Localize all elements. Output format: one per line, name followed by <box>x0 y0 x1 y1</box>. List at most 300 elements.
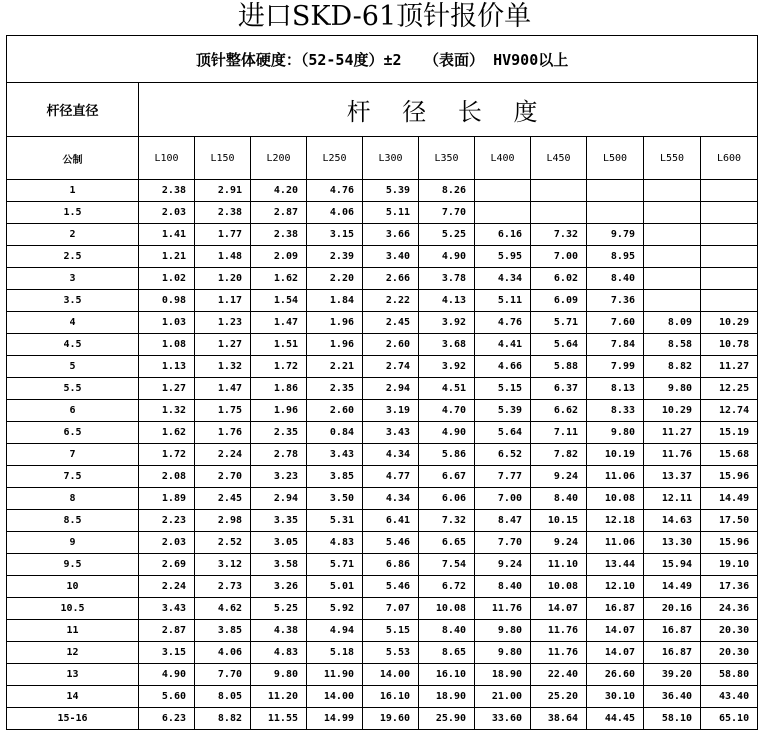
price-cell: 3.05 <box>251 532 307 554</box>
price-cell: 3.78 <box>419 268 475 290</box>
diameter-cell: 4.5 <box>7 334 139 356</box>
table-row <box>7 180 758 202</box>
price-cell: 14.49 <box>701 488 758 510</box>
price-cell <box>587 202 644 224</box>
price-cell: 5.15 <box>475 378 531 400</box>
price-cell: 9.24 <box>531 532 587 554</box>
price-cell: 8.82 <box>195 708 251 730</box>
table-row <box>7 224 758 246</box>
column-header: L250 <box>307 137 363 180</box>
column-header-row <box>7 137 758 180</box>
price-cell: 4.34 <box>475 268 531 290</box>
price-cell: 3.92 <box>419 356 475 378</box>
price-cell: 3.19 <box>363 400 419 422</box>
price-cell: 5.53 <box>363 642 419 664</box>
price-cell: 8.95 <box>587 246 644 268</box>
price-cell: 2.69 <box>139 554 195 576</box>
table-row <box>7 664 758 686</box>
price-cell: 22.40 <box>531 664 587 686</box>
price-cell: 2.66 <box>363 268 419 290</box>
price-cell: 6.06 <box>419 488 475 510</box>
price-cell <box>701 268 758 290</box>
price-cell: 1.47 <box>195 378 251 400</box>
diameter-cell: 1.5 <box>7 202 139 224</box>
price-cell: 6.02 <box>531 268 587 290</box>
price-cell: 3.43 <box>139 598 195 620</box>
price-cell: 8.26 <box>419 180 475 202</box>
diameter-cell: 6 <box>7 400 139 422</box>
price-cell: 0.84 <box>307 422 363 444</box>
price-cell: 9.24 <box>531 466 587 488</box>
price-cell: 4.76 <box>475 312 531 334</box>
price-cell: 3.58 <box>251 554 307 576</box>
price-cell <box>644 246 701 268</box>
price-cell: 4.34 <box>363 444 419 466</box>
price-cell: 11.27 <box>644 422 701 444</box>
price-cell: 9.80 <box>475 620 531 642</box>
price-cell: 6.23 <box>139 708 195 730</box>
price-cell: 2.09 <box>251 246 307 268</box>
price-cell: 6.52 <box>475 444 531 466</box>
price-cell: 1.41 <box>139 224 195 246</box>
price-cell: 36.40 <box>644 686 701 708</box>
price-cell <box>644 268 701 290</box>
price-cell: 30.10 <box>587 686 644 708</box>
diameter-cell: 6.5 <box>7 422 139 444</box>
price-cell: 5.86 <box>419 444 475 466</box>
hardness-spec: 顶针整体硬度：（52-54度）±2 （表面） HV900以上 <box>7 36 758 83</box>
price-cell: 10.08 <box>587 488 644 510</box>
price-cell: 2.03 <box>139 202 195 224</box>
diameter-cell: 2.5 <box>7 246 139 268</box>
price-cell: 4.13 <box>419 290 475 312</box>
price-cell: 8.82 <box>644 356 701 378</box>
price-cell: 13.37 <box>644 466 701 488</box>
price-cell: 3.26 <box>251 576 307 598</box>
price-cell: 4.76 <box>307 180 363 202</box>
price-cell: 2.35 <box>307 378 363 400</box>
price-cell: 4.51 <box>419 378 475 400</box>
price-cell: 1.13 <box>139 356 195 378</box>
price-table <box>6 35 758 730</box>
price-cell: 14.00 <box>363 664 419 686</box>
price-cell: 2.87 <box>139 620 195 642</box>
price-cell: 15.19 <box>701 422 758 444</box>
price-cell: 4.83 <box>251 642 307 664</box>
price-cell: 16.10 <box>363 686 419 708</box>
diameter-cell: 3 <box>7 268 139 290</box>
price-cell: 4.62 <box>195 598 251 620</box>
price-cell: 3.12 <box>195 554 251 576</box>
price-cell: 7.07 <box>363 598 419 620</box>
table-row <box>7 334 758 356</box>
hardness-row <box>7 36 758 83</box>
price-cell: 20.16 <box>644 598 701 620</box>
price-cell: 2.39 <box>307 246 363 268</box>
price-cell: 1.17 <box>195 290 251 312</box>
price-cell: 3.15 <box>307 224 363 246</box>
price-cell: 7.00 <box>531 246 587 268</box>
diameter-cell: 10 <box>7 576 139 598</box>
price-cell: 3.68 <box>419 334 475 356</box>
price-cell: 8.09 <box>644 312 701 334</box>
price-cell: 15.68 <box>701 444 758 466</box>
diameter-cell: 13 <box>7 664 139 686</box>
table-row <box>7 620 758 642</box>
price-cell: 6.09 <box>531 290 587 312</box>
diameter-cell: 9.5 <box>7 554 139 576</box>
price-cell: 6.62 <box>531 400 587 422</box>
price-cell: 13.44 <box>587 554 644 576</box>
price-cell: 12.18 <box>587 510 644 532</box>
price-cell: 7.70 <box>195 664 251 686</box>
price-cell: 9.79 <box>587 224 644 246</box>
diameter-cell: 5 <box>7 356 139 378</box>
column-header: L600 <box>701 137 758 180</box>
price-cell: 1.72 <box>251 356 307 378</box>
price-cell: 11.55 <box>251 708 307 730</box>
price-cell: 15.94 <box>644 554 701 576</box>
table-row <box>7 708 758 730</box>
price-cell: 1.84 <box>307 290 363 312</box>
price-cell: 2.74 <box>363 356 419 378</box>
price-cell: 4.90 <box>419 246 475 268</box>
price-cell: 0.98 <box>139 290 195 312</box>
price-cell: 1.54 <box>251 290 307 312</box>
price-cell: 2.20 <box>307 268 363 290</box>
price-cell: 12.10 <box>587 576 644 598</box>
price-cell: 2.94 <box>363 378 419 400</box>
price-cell <box>701 246 758 268</box>
table-row <box>7 554 758 576</box>
price-cell: 58.10 <box>644 708 701 730</box>
price-cell: 43.40 <box>701 686 758 708</box>
table-row <box>7 356 758 378</box>
price-cell: 2.73 <box>195 576 251 598</box>
price-cell: 7.00 <box>475 488 531 510</box>
diameter-header: 杆径直径 <box>7 83 139 137</box>
price-cell: 10.19 <box>587 444 644 466</box>
price-cell: 4.06 <box>195 642 251 664</box>
price-cell: 20.30 <box>701 620 758 642</box>
price-cell: 26.60 <box>587 664 644 686</box>
price-cell: 16.87 <box>644 642 701 664</box>
price-cell: 2.87 <box>251 202 307 224</box>
price-cell: 17.36 <box>701 576 758 598</box>
price-cell: 2.98 <box>195 510 251 532</box>
diameter-cell: 2 <box>7 224 139 246</box>
price-cell: 11.06 <box>587 532 644 554</box>
price-cell: 2.03 <box>139 532 195 554</box>
price-cell: 7.32 <box>419 510 475 532</box>
price-cell: 10.08 <box>531 576 587 598</box>
table-row <box>7 290 758 312</box>
price-cell: 5.39 <box>363 180 419 202</box>
column-header: L150 <box>195 137 251 180</box>
price-cell <box>475 180 531 202</box>
price-cell: 58.80 <box>701 664 758 686</box>
price-cell: 10.78 <box>701 334 758 356</box>
table-row <box>7 642 758 664</box>
price-cell: 39.20 <box>644 664 701 686</box>
price-cell: 5.31 <box>307 510 363 532</box>
table-row <box>7 378 758 400</box>
price-cell: 4.90 <box>139 664 195 686</box>
price-cell: 9.80 <box>475 642 531 664</box>
price-cell: 7.54 <box>419 554 475 576</box>
price-cell: 4.34 <box>363 488 419 510</box>
price-cell <box>587 180 644 202</box>
price-cell: 11.10 <box>531 554 587 576</box>
price-cell: 6.86 <box>363 554 419 576</box>
price-cell: 8.13 <box>587 378 644 400</box>
price-cell: 10.08 <box>419 598 475 620</box>
price-cell: 4.94 <box>307 620 363 642</box>
price-cell: 5.64 <box>475 422 531 444</box>
price-cell: 1.75 <box>195 400 251 422</box>
price-cell: 12.11 <box>644 488 701 510</box>
price-cell: 13.30 <box>644 532 701 554</box>
price-cell <box>644 202 701 224</box>
price-cell: 1.89 <box>139 488 195 510</box>
unit-header: 公制 <box>7 137 139 180</box>
price-cell: 8.33 <box>587 400 644 422</box>
column-header: L350 <box>419 137 475 180</box>
column-header: L550 <box>644 137 701 180</box>
price-cell: 1.48 <box>195 246 251 268</box>
price-cell <box>644 290 701 312</box>
price-cell: 6.67 <box>419 466 475 488</box>
price-cell: 3.92 <box>419 312 475 334</box>
price-cell: 4.77 <box>363 466 419 488</box>
price-cell: 1.51 <box>251 334 307 356</box>
price-cell: 2.45 <box>195 488 251 510</box>
price-cell <box>531 180 587 202</box>
price-cell: 2.24 <box>195 444 251 466</box>
price-cell: 7.70 <box>475 532 531 554</box>
price-cell: 11.20 <box>251 686 307 708</box>
price-cell: 3.50 <box>307 488 363 510</box>
price-cell: 5.60 <box>139 686 195 708</box>
price-cell: 3.35 <box>251 510 307 532</box>
price-cell: 1.27 <box>139 378 195 400</box>
price-cell: 4.66 <box>475 356 531 378</box>
price-cell: 2.60 <box>363 334 419 356</box>
table-row <box>7 686 758 708</box>
price-cell: 11.90 <box>307 664 363 686</box>
price-cell: 10.15 <box>531 510 587 532</box>
price-cell: 2.38 <box>139 180 195 202</box>
table-row <box>7 532 758 554</box>
price-cell: 2.38 <box>251 224 307 246</box>
price-cell: 2.24 <box>139 576 195 598</box>
price-cell: 2.45 <box>363 312 419 334</box>
price-cell: 2.22 <box>363 290 419 312</box>
price-cell: 1.20 <box>195 268 251 290</box>
length-header: 杆 径 长 度 <box>139 83 758 137</box>
price-cell: 1.96 <box>251 400 307 422</box>
price-cell: 2.23 <box>139 510 195 532</box>
price-cell <box>701 290 758 312</box>
price-cell <box>701 202 758 224</box>
table-row <box>7 268 758 290</box>
diameter-cell: 5.5 <box>7 378 139 400</box>
price-cell: 7.70 <box>419 202 475 224</box>
table-row <box>7 422 758 444</box>
price-cell: 8.58 <box>644 334 701 356</box>
price-cell: 2.78 <box>251 444 307 466</box>
price-cell: 6.16 <box>475 224 531 246</box>
price-cell: 1.77 <box>195 224 251 246</box>
price-cell: 14.63 <box>644 510 701 532</box>
price-cell: 25.20 <box>531 686 587 708</box>
price-cell: 7.60 <box>587 312 644 334</box>
price-cell: 4.83 <box>307 532 363 554</box>
price-cell: 5.46 <box>363 532 419 554</box>
price-cell: 2.52 <box>195 532 251 554</box>
price-cell: 7.36 <box>587 290 644 312</box>
price-cell <box>475 202 531 224</box>
price-cell: 6.65 <box>419 532 475 554</box>
diameter-cell: 10.5 <box>7 598 139 620</box>
price-cell: 5.39 <box>475 400 531 422</box>
price-cell: 24.36 <box>701 598 758 620</box>
price-cell: 4.38 <box>251 620 307 642</box>
price-cell: 1.21 <box>139 246 195 268</box>
price-cell: 16.10 <box>419 664 475 686</box>
price-cell: 5.25 <box>251 598 307 620</box>
table-row <box>7 466 758 488</box>
price-cell: 4.06 <box>307 202 363 224</box>
price-cell: 8.40 <box>531 488 587 510</box>
price-cell: 14.49 <box>644 576 701 598</box>
price-cell: 20.30 <box>701 642 758 664</box>
price-cell: 1.76 <box>195 422 251 444</box>
price-cell: 14.99 <box>307 708 363 730</box>
price-cell: 11.76 <box>644 444 701 466</box>
header-row <box>7 83 758 137</box>
price-cell: 38.64 <box>531 708 587 730</box>
price-cell: 7.99 <box>587 356 644 378</box>
price-cell: 2.70 <box>195 466 251 488</box>
diameter-cell: 8.5 <box>7 510 139 532</box>
column-header: L400 <box>475 137 531 180</box>
diameter-cell: 3.5 <box>7 290 139 312</box>
price-cell: 7.77 <box>475 466 531 488</box>
price-cell: 12.25 <box>701 378 758 400</box>
price-cell: 3.43 <box>363 422 419 444</box>
column-header: L300 <box>363 137 419 180</box>
table-row <box>7 510 758 532</box>
price-cell: 1.96 <box>307 334 363 356</box>
price-cell: 6.41 <box>363 510 419 532</box>
price-cell <box>644 224 701 246</box>
price-cell <box>644 180 701 202</box>
price-cell: 65.10 <box>701 708 758 730</box>
diameter-cell: 4 <box>7 312 139 334</box>
price-cell: 2.91 <box>195 180 251 202</box>
price-cell: 1.23 <box>195 312 251 334</box>
price-cell: 8.40 <box>419 620 475 642</box>
price-cell: 12.74 <box>701 400 758 422</box>
price-cell: 9.24 <box>475 554 531 576</box>
price-cell: 5.71 <box>531 312 587 334</box>
table-row <box>7 312 758 334</box>
price-cell: 2.60 <box>307 400 363 422</box>
price-cell: 25.90 <box>419 708 475 730</box>
price-cell: 21.00 <box>475 686 531 708</box>
price-cell: 17.50 <box>701 510 758 532</box>
price-cell: 9.80 <box>644 378 701 400</box>
price-cell: 18.90 <box>419 686 475 708</box>
price-cell: 16.87 <box>587 598 644 620</box>
price-cell: 11.76 <box>531 642 587 664</box>
price-cell: 3.85 <box>195 620 251 642</box>
price-cell <box>531 202 587 224</box>
price-cell: 10.29 <box>701 312 758 334</box>
price-cell: 5.46 <box>363 576 419 598</box>
table-row <box>7 488 758 510</box>
diameter-cell: 7.5 <box>7 466 139 488</box>
column-header: L500 <box>587 137 644 180</box>
diameter-cell: 14 <box>7 686 139 708</box>
price-cell: 5.11 <box>363 202 419 224</box>
column-header: L100 <box>139 137 195 180</box>
price-cell: 5.92 <box>307 598 363 620</box>
price-cell: 14.07 <box>531 598 587 620</box>
price-cell: 6.37 <box>531 378 587 400</box>
diameter-cell: 7 <box>7 444 139 466</box>
page-title: 进口SKD-61顶针报价单 <box>237 1 532 32</box>
price-cell: 3.66 <box>363 224 419 246</box>
price-cell: 1.96 <box>307 312 363 334</box>
price-cell: 2.94 <box>251 488 307 510</box>
table-row <box>7 598 758 620</box>
price-cell: 11.76 <box>531 620 587 642</box>
price-cell: 5.64 <box>531 334 587 356</box>
price-cell: 44.45 <box>587 708 644 730</box>
price-cell: 2.38 <box>195 202 251 224</box>
price-cell: 1.62 <box>139 422 195 444</box>
price-cell: 5.25 <box>419 224 475 246</box>
price-cell: 2.21 <box>307 356 363 378</box>
diameter-cell: 11 <box>7 620 139 642</box>
price-cell: 3.15 <box>139 642 195 664</box>
column-header: L200 <box>251 137 307 180</box>
price-cell: 19.60 <box>363 708 419 730</box>
price-cell: 3.43 <box>307 444 363 466</box>
table-row <box>7 246 758 268</box>
table-row <box>7 202 758 224</box>
column-header: L450 <box>531 137 587 180</box>
price-cell <box>701 180 758 202</box>
price-cell: 5.11 <box>475 290 531 312</box>
price-cell: 7.84 <box>587 334 644 356</box>
diameter-cell: 15-16 <box>7 708 139 730</box>
price-cell: 1.32 <box>195 356 251 378</box>
price-cell: 8.40 <box>475 576 531 598</box>
price-cell: 1.27 <box>195 334 251 356</box>
price-cell: 15.96 <box>701 532 758 554</box>
table-row <box>7 444 758 466</box>
price-cell: 1.72 <box>139 444 195 466</box>
price-cell: 6.72 <box>419 576 475 598</box>
diameter-cell: 12 <box>7 642 139 664</box>
price-cell: 8.65 <box>419 642 475 664</box>
price-cell: 5.88 <box>531 356 587 378</box>
price-cell: 15.96 <box>701 466 758 488</box>
price-cell: 14.07 <box>587 642 644 664</box>
